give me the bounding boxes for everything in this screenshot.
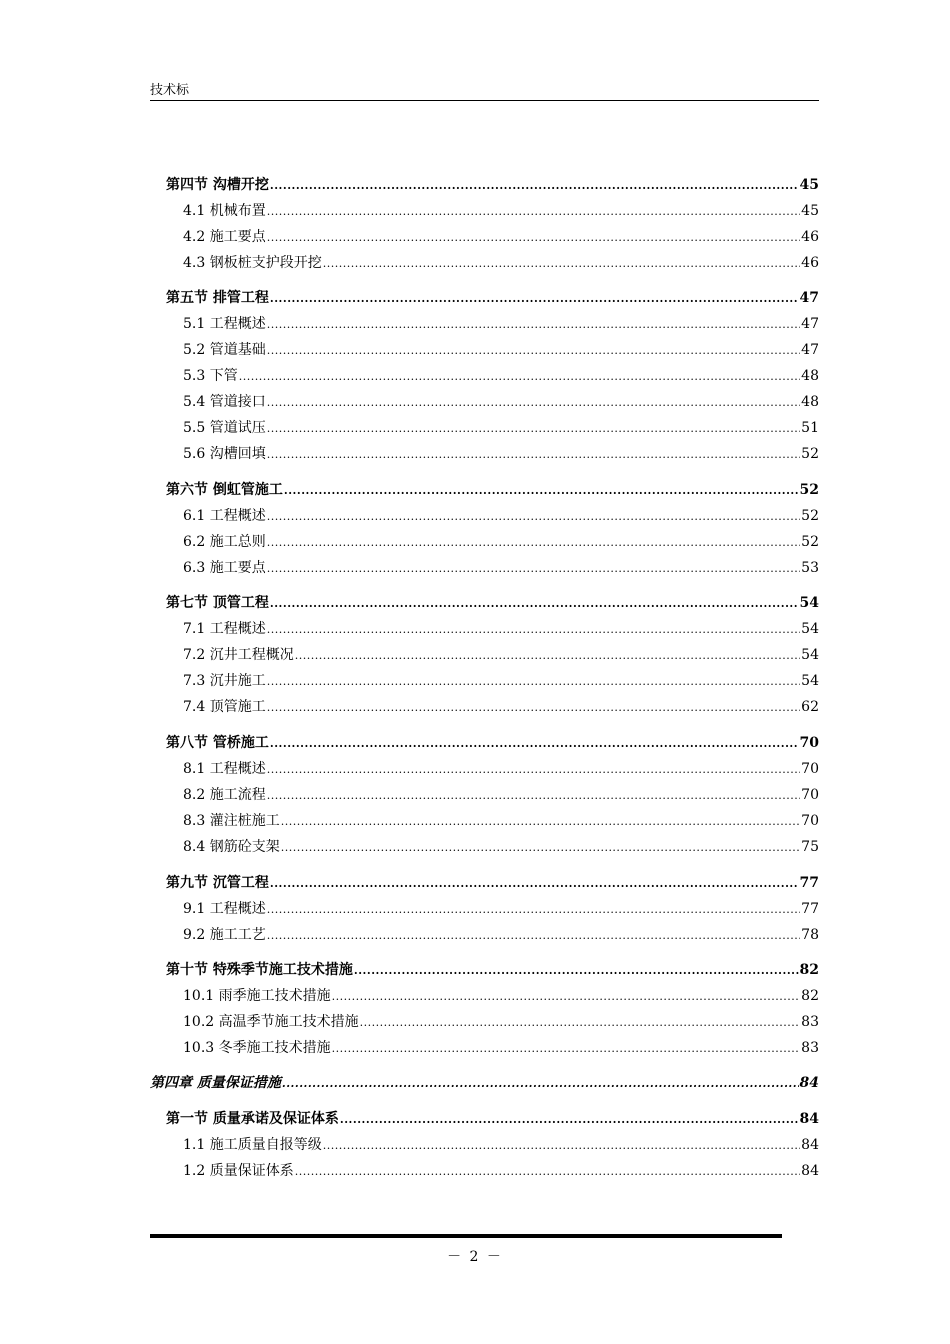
toc-entry-page: 45 <box>801 203 819 219</box>
toc-entry-title: 4.2 施工要点 <box>183 229 266 245</box>
toc-entry-page: 77 <box>801 901 819 917</box>
toc-entry-page: 82 <box>801 988 819 1004</box>
toc-leader-dots <box>267 697 800 719</box>
toc-entry-title: 第六节 倒虹管施工 <box>166 482 283 498</box>
toc-leader-dots <box>267 532 800 554</box>
toc-leader-dots <box>295 1161 800 1183</box>
toc-entry[interactable] <box>183 1037 819 1059</box>
toc-leader-dots <box>340 1109 799 1131</box>
toc-entry-title: 8.2 施工流程 <box>183 787 266 803</box>
toc-entry[interactable] <box>183 784 819 806</box>
toc-entry[interactable] <box>183 557 819 579</box>
toc-entry-page: 75 <box>801 839 819 855</box>
toc-entry-title: 第四节 沟槽开挖 <box>166 177 269 193</box>
toc-leader-dots <box>267 785 800 807</box>
toc-leader-dots <box>284 480 799 502</box>
toc-entry[interactable] <box>183 339 819 361</box>
toc-entry[interactable] <box>183 670 819 692</box>
toc-leader-dots <box>295 645 800 667</box>
toc-leader-dots <box>267 506 800 528</box>
toc-entry-title: 8.4 钢筋砼支架 <box>183 839 280 855</box>
toc-leader-dots <box>239 366 800 388</box>
toc-entry-page: 54 <box>801 647 819 663</box>
toc-leader-dots <box>267 418 800 440</box>
toc-entry-page: 70 <box>799 735 819 751</box>
toc-entry-page: 52 <box>801 534 819 550</box>
toc-entry[interactable] <box>183 1134 819 1156</box>
toc-chapter-entry[interactable] <box>150 1072 819 1094</box>
page-header: 技术标 <box>150 82 819 101</box>
toc-entry[interactable] <box>183 836 819 858</box>
toc-entry[interactable] <box>183 313 819 335</box>
toc-entry-page: 51 <box>801 420 819 436</box>
toc-leader-dots <box>267 671 800 693</box>
toc-leader-dots <box>281 837 800 859</box>
toc-entry-title: 8.3 灌注桩施工 <box>183 813 280 829</box>
footer-rule <box>150 1234 782 1238</box>
toc-entry[interactable] <box>183 365 819 387</box>
toc-entry-title: 1.1 施工质量自报等级 <box>183 1137 322 1153</box>
toc-entry-page: 82 <box>799 962 819 978</box>
toc-entry[interactable] <box>166 479 819 501</box>
toc-entry-title: 5.3 下管 <box>183 368 238 384</box>
toc-entry[interactable] <box>183 252 819 274</box>
toc-entry-title: 10.1 雨季施工技术措施 <box>183 988 331 1004</box>
toc-entry-page: 70 <box>801 813 819 829</box>
toc-entry-title: 9.1 工程概述 <box>183 901 266 917</box>
toc-entry-title: 第七节 顶管工程 <box>166 595 269 611</box>
toc-leader-dots <box>270 175 799 197</box>
toc-leader-dots <box>270 593 799 615</box>
toc-entry-title: 7.3 沉井施工 <box>183 673 266 689</box>
toc-leader-dots <box>267 899 800 921</box>
toc-entry[interactable] <box>166 732 819 754</box>
toc-leader-dots <box>282 1073 799 1095</box>
toc-entry-page: 48 <box>801 368 819 384</box>
toc-entry-title: 第十节 特殊季节施工技术措施 <box>166 962 353 978</box>
toc-entry[interactable] <box>183 985 819 1007</box>
toc-entry[interactable] <box>166 872 819 894</box>
toc-entry-page: 84 <box>801 1137 819 1153</box>
toc-entry-title: 7.2 沉井工程概况 <box>183 647 294 663</box>
toc-entry[interactable] <box>166 1108 819 1130</box>
page-number: － 2 － <box>447 1249 503 1265</box>
toc-entry-page: 78 <box>801 927 819 943</box>
toc-entry[interactable] <box>183 1011 819 1033</box>
toc-entry-page: 54 <box>801 621 819 637</box>
toc-entry-title: 1.2 质量保证体系 <box>183 1163 294 1179</box>
toc-entry-page: 48 <box>801 394 819 410</box>
toc-entry-page: 83 <box>801 1014 819 1030</box>
toc-entry-title: 5.6 沟槽回填 <box>183 446 266 462</box>
toc-entry-page: 47 <box>801 342 819 358</box>
toc-entry-title: 10.2 高温季节施工技术措施 <box>183 1014 359 1030</box>
toc-entry-page: 46 <box>801 255 819 271</box>
toc-entry-page: 70 <box>801 761 819 777</box>
toc-entry-title: 9.2 施工工艺 <box>183 927 266 943</box>
toc-entry-title: 5.5 管道试压 <box>183 420 266 436</box>
toc-leader-dots <box>360 1012 801 1034</box>
toc-leader-dots <box>267 558 800 580</box>
toc-entry[interactable] <box>166 592 819 614</box>
toc-entry[interactable] <box>183 758 819 780</box>
toc-leader-dots <box>267 201 800 223</box>
toc-entry-page: 46 <box>801 229 819 245</box>
toc-entry[interactable] <box>183 443 819 465</box>
toc-entry[interactable] <box>183 898 819 920</box>
toc-entry-title: 6.3 施工要点 <box>183 560 266 576</box>
toc-entry[interactable] <box>183 810 819 832</box>
toc-entry[interactable] <box>183 696 819 718</box>
toc-entry-title: 5.1 工程概述 <box>183 316 266 332</box>
toc-entry-page: 84 <box>799 1075 819 1091</box>
toc-entry[interactable] <box>183 924 819 946</box>
toc-entry[interactable] <box>183 505 819 527</box>
toc-leader-dots <box>332 986 801 1008</box>
toc-entry[interactable] <box>183 200 819 222</box>
toc-entry-page: 47 <box>801 316 819 332</box>
toc-entry-title: 6.2 施工总则 <box>183 534 266 550</box>
toc-entry-page: 54 <box>799 595 819 611</box>
toc-leader-dots <box>267 314 800 336</box>
toc-entry[interactable] <box>183 531 819 553</box>
toc-entry-title: 4.1 机械布置 <box>183 203 266 219</box>
toc-entry[interactable] <box>183 1160 819 1182</box>
toc-entry-title: 10.3 冬季施工技术措施 <box>183 1040 331 1056</box>
toc-entry-title: 第四章 质量保证措施 <box>150 1075 281 1091</box>
toc-leader-dots <box>323 253 800 275</box>
toc-entry-title: 7.1 工程概述 <box>183 621 266 637</box>
toc-entry[interactable] <box>183 417 819 439</box>
toc-entry-title: 5.4 管道接口 <box>183 394 266 410</box>
toc-entry[interactable] <box>183 618 819 640</box>
toc-entry[interactable] <box>166 174 819 196</box>
toc-entry[interactable] <box>166 959 819 981</box>
toc-leader-dots <box>323 1135 800 1157</box>
toc-entry-page: 52 <box>801 508 819 524</box>
toc-entry-page: 53 <box>801 560 819 576</box>
toc-entry-title: 8.1 工程概述 <box>183 761 266 777</box>
toc-entry-title: 第五节 排管工程 <box>166 290 269 306</box>
toc-entry-page: 83 <box>801 1040 819 1056</box>
toc-entry-page: 84 <box>799 1111 819 1127</box>
toc-entry-page: 52 <box>801 446 819 462</box>
toc-leader-dots <box>267 619 800 641</box>
toc-leader-dots <box>267 444 800 466</box>
toc-leader-dots <box>332 1038 801 1060</box>
toc-leader-dots <box>267 759 800 781</box>
toc-entry-title: 第一节 质量承诺及保证体系 <box>166 1111 339 1127</box>
toc-entry[interactable] <box>166 287 819 309</box>
toc-entry-page: 47 <box>799 290 819 306</box>
toc-entry-page: 52 <box>799 482 819 498</box>
toc-leader-dots <box>281 811 800 833</box>
toc-entry-page: 45 <box>799 177 819 193</box>
toc-entry-page: 70 <box>801 787 819 803</box>
toc-entry-page: 62 <box>801 699 819 715</box>
toc-leader-dots <box>354 960 799 982</box>
toc-leader-dots <box>267 227 800 249</box>
toc-leader-dots <box>267 925 800 947</box>
toc-entry-page: 77 <box>799 875 819 891</box>
toc-entry-title: 第九节 沉管工程 <box>166 875 269 891</box>
toc-entry-page: 54 <box>801 673 819 689</box>
toc-entry[interactable] <box>183 226 819 248</box>
toc-entry-title: 6.1 工程概述 <box>183 508 266 524</box>
toc-entry[interactable] <box>183 391 819 413</box>
toc-leader-dots <box>270 288 799 310</box>
toc-leader-dots <box>267 392 800 414</box>
toc-entry-title: 5.2 管道基础 <box>183 342 266 358</box>
toc-entry-page: 84 <box>801 1163 819 1179</box>
toc-leader-dots <box>270 873 799 895</box>
toc-leader-dots <box>267 340 800 362</box>
toc-entry[interactable] <box>183 644 819 666</box>
toc-leader-dots <box>270 733 799 755</box>
toc-entry-title: 7.4 顶管施工 <box>183 699 266 715</box>
toc-entry-title: 4.3 钢板桩支护段开挖 <box>183 255 322 271</box>
toc-entry-title: 第八节 管桥施工 <box>166 735 269 751</box>
